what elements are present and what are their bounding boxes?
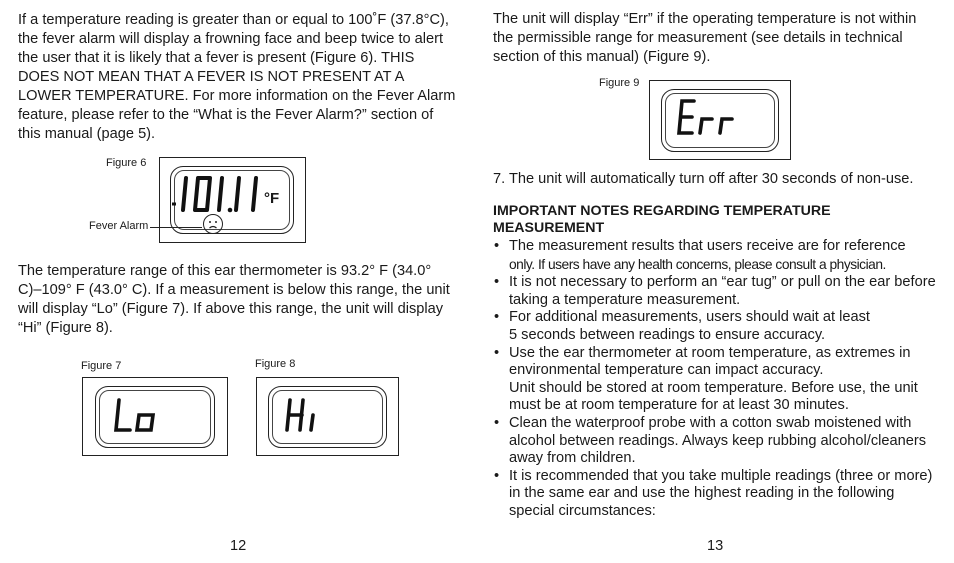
- figure-9-caption: Figure 9: [599, 77, 640, 89]
- figure-6-lcd-display: [159, 157, 306, 243]
- fever-alarm-label: Fever Alarm: [89, 220, 149, 232]
- page-number-left: 12: [230, 538, 247, 554]
- fever-alarm-paragraph: If a temperature reading is greater than or equal to 100˚F (37.8°C), the fever alarm will display a frowning face and beep twice to alert the user that it is likely that a fever is present (Figure 6). THIS DOES NOT MEAN THAT A FEVER IS NOT PRESENT AT A LOWER TEMPERATURE. For more information on the Fever Alarm feature, please refer to the “What is the Fever Alarm?” section of this manual (page 5).: [18, 12, 456, 142]
- figure-8-lcd-display: [256, 377, 399, 456]
- figure-7-caption: Figure 7: [81, 360, 122, 372]
- figure-9-lcd-display: [649, 80, 791, 160]
- right-page: [477, 0, 954, 563]
- list-item: • It is not necessary to perform an “ear tug” or pull on the ear before taking a temperature measurement.: [493, 274, 941, 309]
- figure-7-lcd-display: [82, 377, 228, 456]
- temperature-unit: °F: [264, 190, 280, 207]
- list-item: • For additional measurements, users should wait at least 5 seconds between readings to ensure accuracy.: [493, 309, 941, 344]
- err-paragraph: The unit will display “Err” if the operating temperature is not within the permissible range for measurement (see details in technical section of this manual) (Figure 9).: [493, 11, 917, 65]
- figure-6-digits: [160, 158, 307, 244]
- temperature-range-paragraph: The temperature range of this ear thermometer is 93.2° F (34.0° C)–109° F (43.0° C). If a measurement is below this range, the unit will display “Lo” (Figure 7). If above this range, the unit will display “Hi” (Figure 8).: [18, 263, 450, 336]
- frowning-face-icon: [203, 214, 223, 234]
- important-notes-heading: IMPORTANT NOTES REGARDING TEMPERATURE MEASUREMENT: [493, 203, 831, 236]
- figure-8-caption: Figure 8: [255, 358, 296, 370]
- list-item: • Clean the waterproof probe with a cotton swab moistened with alcohol between readings. Always keep rubbing alcohol/cleaners away from children.: [493, 415, 941, 468]
- fever-alarm-leader-line: [150, 227, 202, 228]
- important-notes-list: [493, 238, 941, 521]
- step-7-text: 7. The unit will automatically turn off after 30 seconds of non-use.: [493, 171, 914, 187]
- page-number-right: 13: [707, 538, 724, 554]
- list-item: • The measurement results that users receive are for reference only. If users have any health concerns, please consult a physician.: [493, 238, 941, 274]
- list-item: • Use the ear thermometer at room temperature, as extremes in environmental temperature can impact accuracy. Unit should be stored at room temperature. Before use, the unit must be at room temperature for at least 30 minutes.: [493, 345, 941, 415]
- list-item: • It is recommended that you take multiple readings (three or more) in the same ear and use the highest reading in the following special circumstances:: [493, 468, 941, 521]
- figure-6-caption: Figure 6: [106, 157, 147, 169]
